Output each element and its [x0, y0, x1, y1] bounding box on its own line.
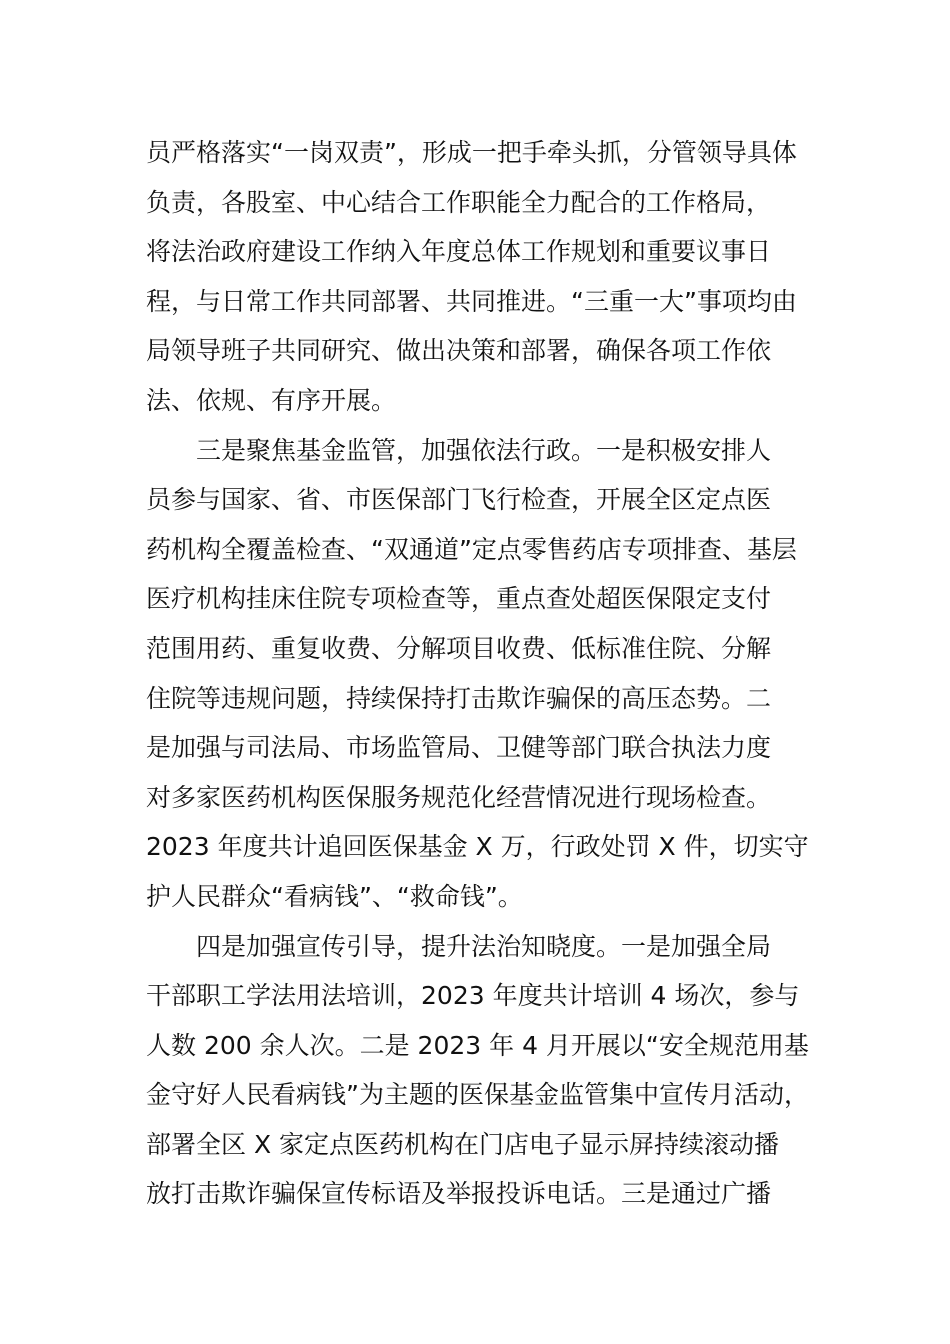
- text-line: 局领导班子共同研究、做出决策和部署，确保各项工作依: [146, 336, 772, 366]
- text-line: 将法治政府建设工作纳入年度总体工作规划和重要议事日: [146, 237, 772, 267]
- paragraph-start-line: 三是聚焦基金监管，加强依法行政。一是积极安排人: [196, 435, 772, 465]
- text-line: 程，与日常工作共同部署、共同推进。“三重一大”事项均由: [146, 286, 797, 316]
- text-line: 2023 年度共计追回医保基金 X 万，行政处罚 X 件，切实守: [146, 832, 809, 862]
- text-line: 金守好人民看病钱”为主题的医保基金监管集中宣传月活动，: [146, 1080, 809, 1110]
- text-line: 放打击欺诈骗保宣传标语及举报投诉电话。三是通过广播: [146, 1179, 772, 1209]
- text-line: 是加强与司法局、市场监管局、卫健等部门联合执法力度: [146, 733, 772, 763]
- text-line: 住院等违规问题，持续保持打击欺诈骗保的高压态势。二: [146, 683, 772, 713]
- text-line: 人数 200 余人次。二是 2023 年 4 月开展以“安全规范用基: [146, 1030, 809, 1060]
- text-line: 负责，各股室、中心结合工作职能全力配合的工作格局，: [146, 187, 772, 217]
- text-line: 范围用药、重复收费、分解项目收费、低标准住院、分解: [146, 633, 772, 663]
- text-line: 法、依规、有序开展。: [146, 385, 397, 415]
- text-line: 医疗机构挂床住院专项检查等，重点查处超医保限定支付: [146, 584, 772, 614]
- text-line: 员参与国家、省、市医保部门飞行检查，开展全区定点医: [146, 485, 772, 515]
- text-line: 部署全区 X 家定点医药机构在门店电子显示屏持续滚动播: [146, 1129, 780, 1159]
- text-line: 员严格落实“一岗双责”，形成一把手牵头抓，分管领导具体: [146, 138, 797, 167]
- text-line: 护人民群众“看病钱”、“救命钱”。: [146, 881, 523, 911]
- text-line: 干部职工学法用法培训，2023 年度共计培训 4 场次，参与: [146, 981, 800, 1011]
- document-body: [146, 128, 836, 1219]
- text-line: 药机构全覆盖检查、“双通道”定点零售药店专项排查、基层: [146, 534, 797, 564]
- paragraph-start-line: 四是加强宣传引导，提升法治知晓度。一是加强全局: [196, 931, 772, 961]
- text-line: 对多家医药机构医保服务规范化经营情况进行现场检查。: [146, 782, 772, 812]
